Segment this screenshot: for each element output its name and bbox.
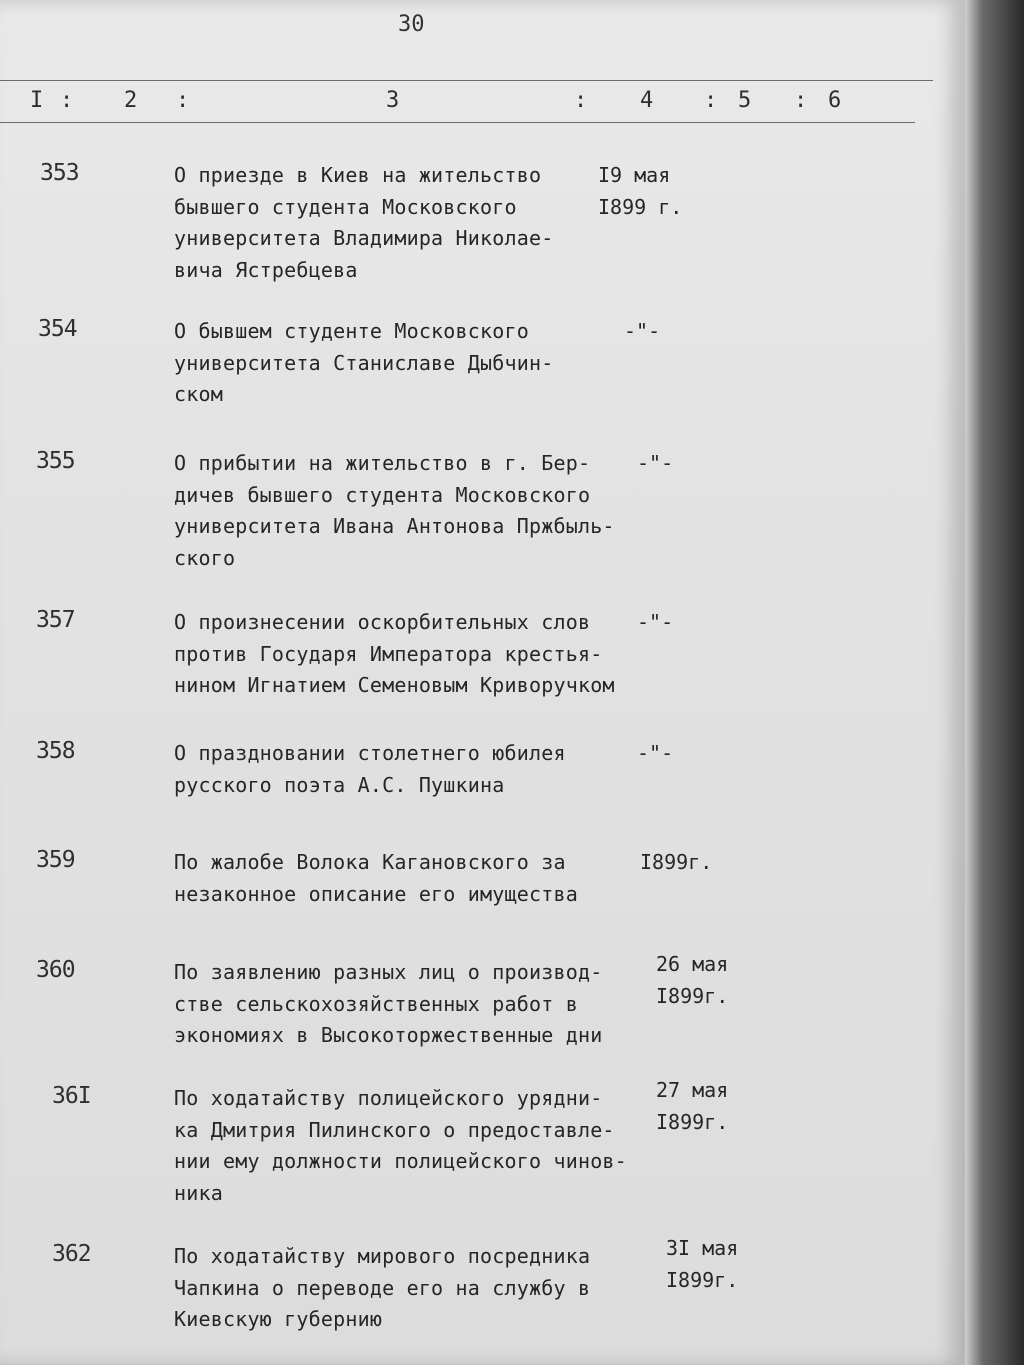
entry-description-line: университета Владимира Николае- bbox=[174, 226, 554, 250]
entry-description-line: По заявлению разных лиц о производ- bbox=[174, 960, 603, 984]
entry-date bbox=[637, 738, 673, 770]
entry-number: 358 bbox=[36, 738, 75, 764]
column-header-2: 2 bbox=[124, 88, 138, 113]
entry-description-line: бывшего студента Московского bbox=[174, 194, 517, 219]
column-separator: : bbox=[60, 88, 74, 113]
entry-date-line: I899 г. bbox=[598, 194, 683, 219]
column-header-3: 3 bbox=[386, 88, 400, 113]
entry-number: 354 bbox=[38, 316, 77, 342]
entry-description-line: Чапкина о переводе его на службу в bbox=[174, 1275, 591, 1300]
entry-description-line: О произнесении оскорбительных слов bbox=[174, 610, 591, 634]
entry-description-line: ника bbox=[174, 1180, 223, 1205]
entry-number: 355 bbox=[36, 448, 75, 474]
entry-description-line: против Государя Императора крестья- bbox=[174, 641, 603, 666]
entry-description-line: университета Ивана Антонова Пржбыль- bbox=[174, 514, 615, 538]
entry-number: 362 bbox=[52, 1241, 91, 1267]
entry-number: 36I bbox=[52, 1083, 91, 1109]
entry-description-line: нии ему должности полицейского чинов- bbox=[174, 1149, 627, 1173]
entry-description-line: ского bbox=[174, 545, 236, 570]
entry-description bbox=[174, 738, 654, 801]
column-separator: : bbox=[176, 88, 190, 113]
entry-date-line: -"- bbox=[637, 610, 674, 634]
entry-date bbox=[640, 847, 712, 879]
entry-description bbox=[174, 847, 654, 910]
entry-date bbox=[666, 1233, 738, 1296]
entry-date-line: -"- bbox=[624, 319, 661, 343]
entry-date-line: 26 мая bbox=[656, 952, 729, 976]
entry-date-line: I899г. bbox=[640, 850, 713, 874]
column-header-5: 5 bbox=[738, 88, 752, 113]
entry-date-line: I9 мая bbox=[598, 163, 671, 187]
entry-date bbox=[637, 448, 673, 480]
entry-number: 360 bbox=[36, 957, 75, 983]
column-separator: : bbox=[794, 88, 808, 113]
entry-date-line: I899г. bbox=[656, 983, 729, 1008]
entry-description bbox=[174, 316, 654, 411]
entry-description-line: ском bbox=[174, 382, 223, 406]
header-bottom-rule bbox=[0, 122, 915, 123]
entry-description-line: стве сельскохозяйственных работ в bbox=[174, 991, 578, 1016]
entry-description-line: О праздновании столетнего юбилея bbox=[174, 741, 566, 765]
entry-date-line: 27 мая bbox=[656, 1078, 729, 1102]
entry-description bbox=[174, 1083, 654, 1209]
entry-description-line: университета Станиславе Дыбчин- bbox=[174, 350, 554, 375]
entry-date-line: I899г. bbox=[666, 1267, 739, 1292]
entry-description bbox=[174, 160, 654, 286]
column-separator: : bbox=[574, 88, 588, 113]
entry-date bbox=[598, 160, 682, 223]
entry-number: 359 bbox=[36, 847, 75, 873]
column-header-4: 4 bbox=[640, 88, 654, 113]
header-top-rule bbox=[0, 80, 933, 81]
entry-description-line: О прибытии на жительство в г. Бер- bbox=[174, 451, 591, 475]
entry-number: 357 bbox=[36, 607, 75, 633]
column-header-6: 6 bbox=[828, 88, 842, 113]
entry-date bbox=[624, 316, 660, 348]
entry-date bbox=[656, 1075, 728, 1138]
entry-description-line: По ходатайству полицейского урядни- bbox=[174, 1086, 603, 1110]
entry-description-line: По жалобе Волока Кагановского за bbox=[174, 850, 566, 874]
entry-number: 353 bbox=[40, 160, 79, 186]
entry-date bbox=[656, 949, 728, 1012]
entry-description bbox=[174, 957, 654, 1052]
entry-description-line: О бывшем студенте Московского bbox=[174, 319, 529, 343]
entry-date bbox=[637, 607, 673, 639]
entry-description-line: О приезде в Киев на жительство bbox=[174, 163, 542, 187]
entry-description bbox=[174, 1241, 654, 1336]
entry-description bbox=[174, 448, 654, 574]
entry-date-line: -"- bbox=[637, 741, 674, 765]
entry-description bbox=[174, 607, 654, 702]
entry-description-line: Киевскую губернию bbox=[174, 1307, 383, 1331]
entry-description-line: русского поэта А.С. Пушкина bbox=[174, 772, 505, 797]
entry-description-line: ка Дмитрия Пилинского о предоставле- bbox=[174, 1117, 615, 1142]
column-separator: : bbox=[704, 88, 718, 113]
entry-description-line: экономиях в Высокоторжественные дни bbox=[174, 1023, 603, 1047]
column-header-1: I bbox=[30, 88, 44, 113]
page-number: 30 bbox=[398, 12, 425, 37]
entry-description-line: вича Ястребцева bbox=[174, 257, 358, 282]
entry-description-line: дичев бывшего студента Московского bbox=[174, 482, 591, 507]
entry-date-line: -"- bbox=[637, 451, 674, 475]
entry-date-line: 3I мая bbox=[666, 1236, 739, 1260]
entry-description-line: нином Игнатием Семеновым Криворучком bbox=[174, 673, 615, 697]
entry-description-line: По ходатайству мирового посредника bbox=[174, 1244, 591, 1268]
entry-description-line: незаконное описание его имущества bbox=[174, 881, 578, 906]
entry-date-line: I899г. bbox=[656, 1109, 729, 1134]
